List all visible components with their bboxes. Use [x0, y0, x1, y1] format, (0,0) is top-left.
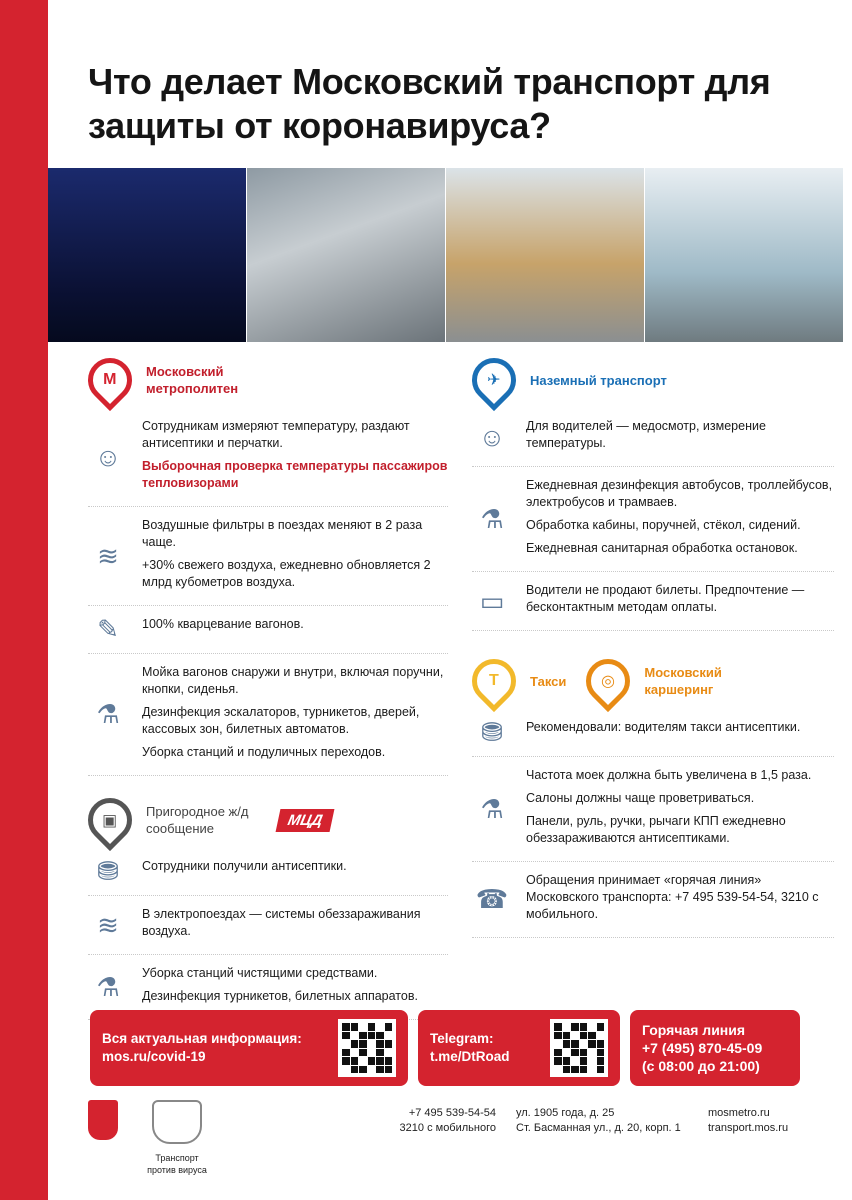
row-text [526, 475, 834, 563]
telegram-label: Telegram: [430, 1031, 494, 1046]
telegram-link[interactable]: t.me/DtRoad [430, 1049, 510, 1064]
uv-lamp-icon: ✎ [97, 614, 119, 644]
row-item: Сотрудникам измеряют температуру, раздают антисептики и перчатки. [142, 419, 410, 450]
hotline-hours: (с 08:00 до 21:00) [642, 1058, 760, 1074]
card-payment-icon: ▭ [479, 585, 505, 616]
left-red-stripe [0, 0, 48, 1200]
row-text [526, 717, 800, 748]
row-item: В электропоездах — системы обеззараживания воздуха. [142, 907, 421, 938]
taxi-header [472, 653, 834, 709]
row-text [526, 416, 834, 458]
footer-mobile: 3210 с мобильного [399, 1122, 496, 1134]
cleaning-icon: ⚗ [96, 971, 120, 1002]
row-item: 100% кварцевание вагонов. [142, 617, 304, 631]
carsharing-title: Московский каршеринг [644, 665, 722, 697]
footer [88, 1100, 828, 1180]
photo-metro-uv [48, 168, 247, 342]
metro-logo-icon: М [79, 349, 141, 411]
cleaning-icon: ⚗ [96, 699, 120, 729]
row-item: Воздушные фильтры в поездах меняют в 2 раза чаще. [142, 518, 423, 549]
metro-header [88, 352, 448, 408]
covid-link[interactable]: mos.ru/covid-19 [102, 1049, 206, 1064]
suburban-title: Пригородное ж/д сообщение [146, 804, 249, 836]
section-row [472, 408, 834, 467]
sanitizer-icon: ⛃ [481, 717, 503, 747]
air-flow-icon: ≋ [97, 540, 119, 571]
row-text [142, 614, 304, 645]
photo-stop-disinfection [446, 168, 645, 342]
row-text [142, 963, 418, 1011]
photo-ticket-machine [645, 168, 844, 342]
photo-strip [48, 168, 844, 342]
suburban-header [88, 792, 448, 848]
footer-phones [384, 1106, 496, 1136]
person-thermometer-icon: ☺ [478, 421, 506, 452]
ground-header [472, 352, 834, 408]
taxi-title: Такси [530, 673, 567, 689]
row-item: Сотрудники получили антисептики. [142, 859, 347, 873]
photo-tram-cleaning [247, 168, 446, 342]
footer-address-1: ул. 1905 года, д. 25 [516, 1107, 615, 1119]
row-text [526, 870, 834, 929]
carsharing-icon: ◎ [577, 650, 639, 712]
hotline-label: Горячая линия [642, 1022, 746, 1038]
row-item: Дезинфекция эскалаторов, турникетов, дверей, кассовых зон, билетных автоматов. [142, 705, 420, 736]
section-row [88, 896, 448, 955]
row-text [526, 765, 834, 853]
section-row [472, 709, 834, 757]
row-item: Для водителей — медосмотр, измерение температуры. [526, 419, 766, 450]
section-row [88, 848, 448, 896]
row-text [526, 580, 834, 622]
row-item: Рекомендовали: водителям такси антисептики. [526, 720, 801, 734]
row-text [142, 662, 448, 767]
row-item: Салоны должны чаще проветриваться. [526, 791, 755, 805]
row-text [142, 904, 448, 946]
row-item: Частота моек должна быть увеличена в 1,5 раза. [526, 768, 812, 782]
row-item: +30% свежего воздуха, ежедневно обновляется 2 млрд кубометров воздуха. [142, 558, 431, 589]
moscow-coat-of-arms-icon [88, 1100, 118, 1140]
sanitizer-icon: ⛃ [97, 856, 119, 886]
info-box-covid[interactable] [90, 1010, 408, 1086]
row-item: Мойка вагонов снаружи и внутри, включая поручни, кнопки, сиденья. [142, 665, 444, 696]
train-icon: ▣ [79, 789, 141, 851]
metro-title: Московский метрополитен [146, 364, 239, 396]
hotline-phone[interactable]: +7 (495) 870-45-09 [642, 1040, 763, 1056]
footer-address-2: Ст. Басманная ул., д. 20, корп. 1 [516, 1122, 681, 1134]
row-item: Обработка кабины, поручней, стёкол, сидений. [526, 518, 801, 532]
cleaning-icon: ⚗ [480, 503, 504, 534]
section-row [88, 654, 448, 776]
qr-code-covid[interactable] [338, 1019, 396, 1077]
section-row [472, 467, 834, 572]
row-item: Дезинфекция турникетов, билетных аппаратов. [142, 989, 418, 1003]
row-item: Панели, руль, ручки, рычаги КПП ежедневно обеззараживаются антисептиками. [526, 814, 786, 845]
covid-label: Вся актуальная информация: [102, 1031, 302, 1046]
row-text [142, 856, 347, 887]
info-boxes [90, 1010, 800, 1086]
info-box-hotline[interactable] [630, 1010, 800, 1086]
ground-title: Наземный транспорт [530, 372, 667, 388]
row-item: Выборочная проверка температуры пассажиров тепловизорами [142, 459, 448, 490]
shield-logo-text: Транспорт против вируса [147, 1153, 207, 1175]
info-box-telegram[interactable] [418, 1010, 620, 1086]
section-row [88, 606, 448, 654]
section-row [88, 408, 448, 507]
row-item: Уборка станций и подуличных переходов. [142, 745, 386, 759]
footer-site-transport[interactable]: transport.mos.ru [708, 1122, 789, 1134]
page-title: Что делает Московский транспорт для защиты от коронавируса? [88, 61, 771, 146]
section-row [472, 862, 834, 938]
section-row [472, 572, 834, 631]
section-row [88, 507, 448, 606]
footer-site-metro[interactable]: mosmetro.ru [708, 1107, 770, 1119]
row-text [142, 416, 448, 498]
left-column [88, 352, 448, 1020]
row-item: Водители не продают билеты. Предпочтение — бесконтактным методам оплаты. [526, 583, 805, 614]
person-thermometer-icon: ☺ [94, 441, 122, 472]
mcd-badge: МЦД [276, 809, 335, 832]
section-row [472, 757, 834, 862]
footer-sites [708, 1106, 788, 1136]
taxi-icon: T [463, 650, 525, 712]
qr-code-telegram[interactable] [550, 1019, 608, 1077]
row-item: Обращения принимает «горячая линия» Московского транспорта: +7 495 539-54-54, 3210 с мобильного. [526, 873, 819, 921]
footer-addresses [516, 1106, 681, 1136]
row-text [142, 515, 448, 597]
row-item: Ежедневная санитарная обработка остановок. [526, 541, 798, 555]
row-item: Ежедневная дезинфекция автобусов, троллейбусов, электробусов и трамваев. [526, 478, 833, 509]
footer-phone[interactable]: +7 495 539-54-54 [408, 1107, 496, 1119]
right-column [472, 352, 834, 938]
ground-transport-icon: ✈ [463, 349, 525, 411]
cleaning-icon: ⚗ [480, 793, 504, 824]
air-flow-icon: ≋ [97, 909, 119, 940]
phone-24-icon: ☎ [475, 884, 509, 914]
row-item: Уборка станций чистящими средствами. [142, 966, 378, 980]
shield-logo-icon [152, 1100, 202, 1144]
